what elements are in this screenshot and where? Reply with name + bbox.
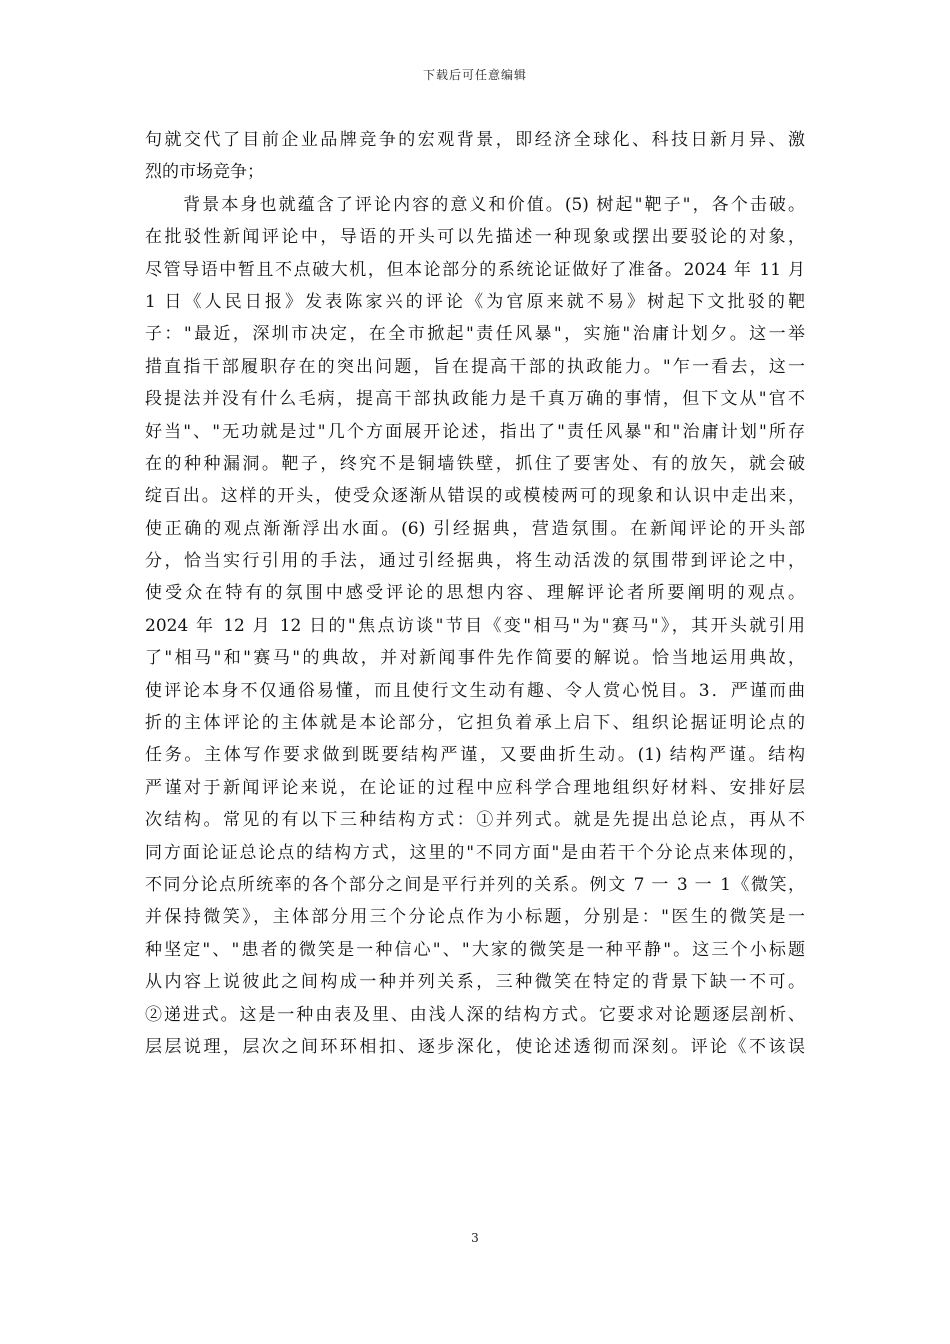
text-line: 好当"、"无功就是过"几个方面展开论述，指出了"责任风暴"和"治庸计划"所存 — [145, 421, 805, 442]
text-line: 同方面论证总论点的结构方式，这里的"不同方面"是由若干个分论点来体现的， — [145, 842, 805, 863]
text-line: 1 日《人民日报》发表陈家兴的评论《为官原来就不易》树起下文批驳的靶 — [145, 291, 805, 312]
text-line: 从内容上说彼此之间构成一种并列关系，三种微笑在特定的背景下缺一不可。 — [145, 972, 805, 993]
text-line: 在批驳性新闻评论中，导语的开头可以先描述一种现象或摆出要驳论的对象， — [145, 227, 805, 248]
text-line: 了"相马"和"赛马"的典故，并对新闻事件先作简要的解说。恰当地运用典故， — [145, 648, 805, 669]
text-line: 句就交代了目前企业品牌竞争的宏观背景，即经济全球化、科技日新月异、激 — [145, 130, 805, 150]
text-line: 不同分论点所统率的各个部分之间是平行并列的关系。例文 7 一 3 一 1《微笑， — [145, 874, 805, 895]
text-line: 并保持微笑》，主体部分用三个分论点作为小标题，分别是："医生的微笑是一 — [145, 907, 805, 928]
text-line: 种坚定"、"患者的微笑是一种信心"、"大家的微笑是一种平静"。这三个小标题 — [145, 939, 805, 960]
text-line: 分，恰当实行引用的手法，通过引经据典，将生动活泼的氛围带到评论之中， — [145, 551, 805, 572]
page-number: 3 — [471, 1231, 479, 1245]
text-line: 使评论本身不仅通俗易懂，而且使行文生动有趣、令人赏心悦目。3．严谨而曲 — [145, 680, 805, 701]
text-line: 绽百出。这样的开头，使受众逐渐从错误的或模棱两可的现象和认识中走出来， — [145, 486, 805, 507]
text-line: 在的种种漏洞。靶子，终究不是铜墙铁壁，抓住了要害处、有的放矢，就会破 — [145, 453, 805, 474]
page-header: 下载后可任意编辑 — [422, 68, 527, 82]
text-line: 使正确的观点渐渐浮出水面。(6) 引经据典，营造氛围。在新闻评论的开头部 — [145, 518, 805, 539]
text-line: 段提法并没有什么毛病，提高干部执政能力是千真万确的事情，但下文从"官不 — [145, 389, 805, 410]
text-line: 背景本身也就蕴含了评论内容的意义和价值。(5) 树起"靶子"，各个击破。 — [145, 194, 805, 215]
text-line: 使受众在特有的氛围中感受评论的思想内容、理解评论者所要阐明的观点。 — [145, 583, 805, 604]
text-line: 2024 年 12 月 12 日的"焦点访谈"节目《变"相马"为"赛马"》，其开头就引用 — [145, 615, 805, 636]
text-line: 严谨对于新闻评论来说，在论证的过程中应科学合理地组织好材料、安排好层 — [145, 777, 805, 798]
text-line: ②递进式。这是一种由表及里、由浅人深的结构方式。它要求对论题逐层剖析、 — [145, 1004, 805, 1025]
text-line: 尽管导语中暂且不点破大机，但本论部分的系统论证做好了准备。2024 年 11 月 — [145, 259, 805, 280]
text-line: 折的主体评论的主体就是本论部分，它担负着承上启下、组织论据证明论点的 — [145, 713, 805, 734]
body-text — [145, 124, 805, 1063]
text-line: 层层说理，层次之间环环相扣、逐步深化，使论述透彻而深刻。评论《不该误 — [145, 1036, 805, 1057]
text-line: 烈的市场竞争； — [145, 162, 264, 183]
text-line: 次结构。常见的有以下三种结构方式：①并列式。就是先提出总论点，再从不 — [145, 810, 805, 831]
text-line: 措直指干部履职存在的突出问题，旨在提高干部的执政能力。"乍一看去，这一 — [145, 356, 805, 377]
text-line: 子："最近，深圳市决定，在全市掀起"责任风暴"，实施"治庸计划夕。这一举 — [145, 324, 805, 345]
text-line: 任务。主体写作要求做到既要结构严谨，又要曲折生动。(1) 结构严谨。结构 — [145, 745, 805, 766]
